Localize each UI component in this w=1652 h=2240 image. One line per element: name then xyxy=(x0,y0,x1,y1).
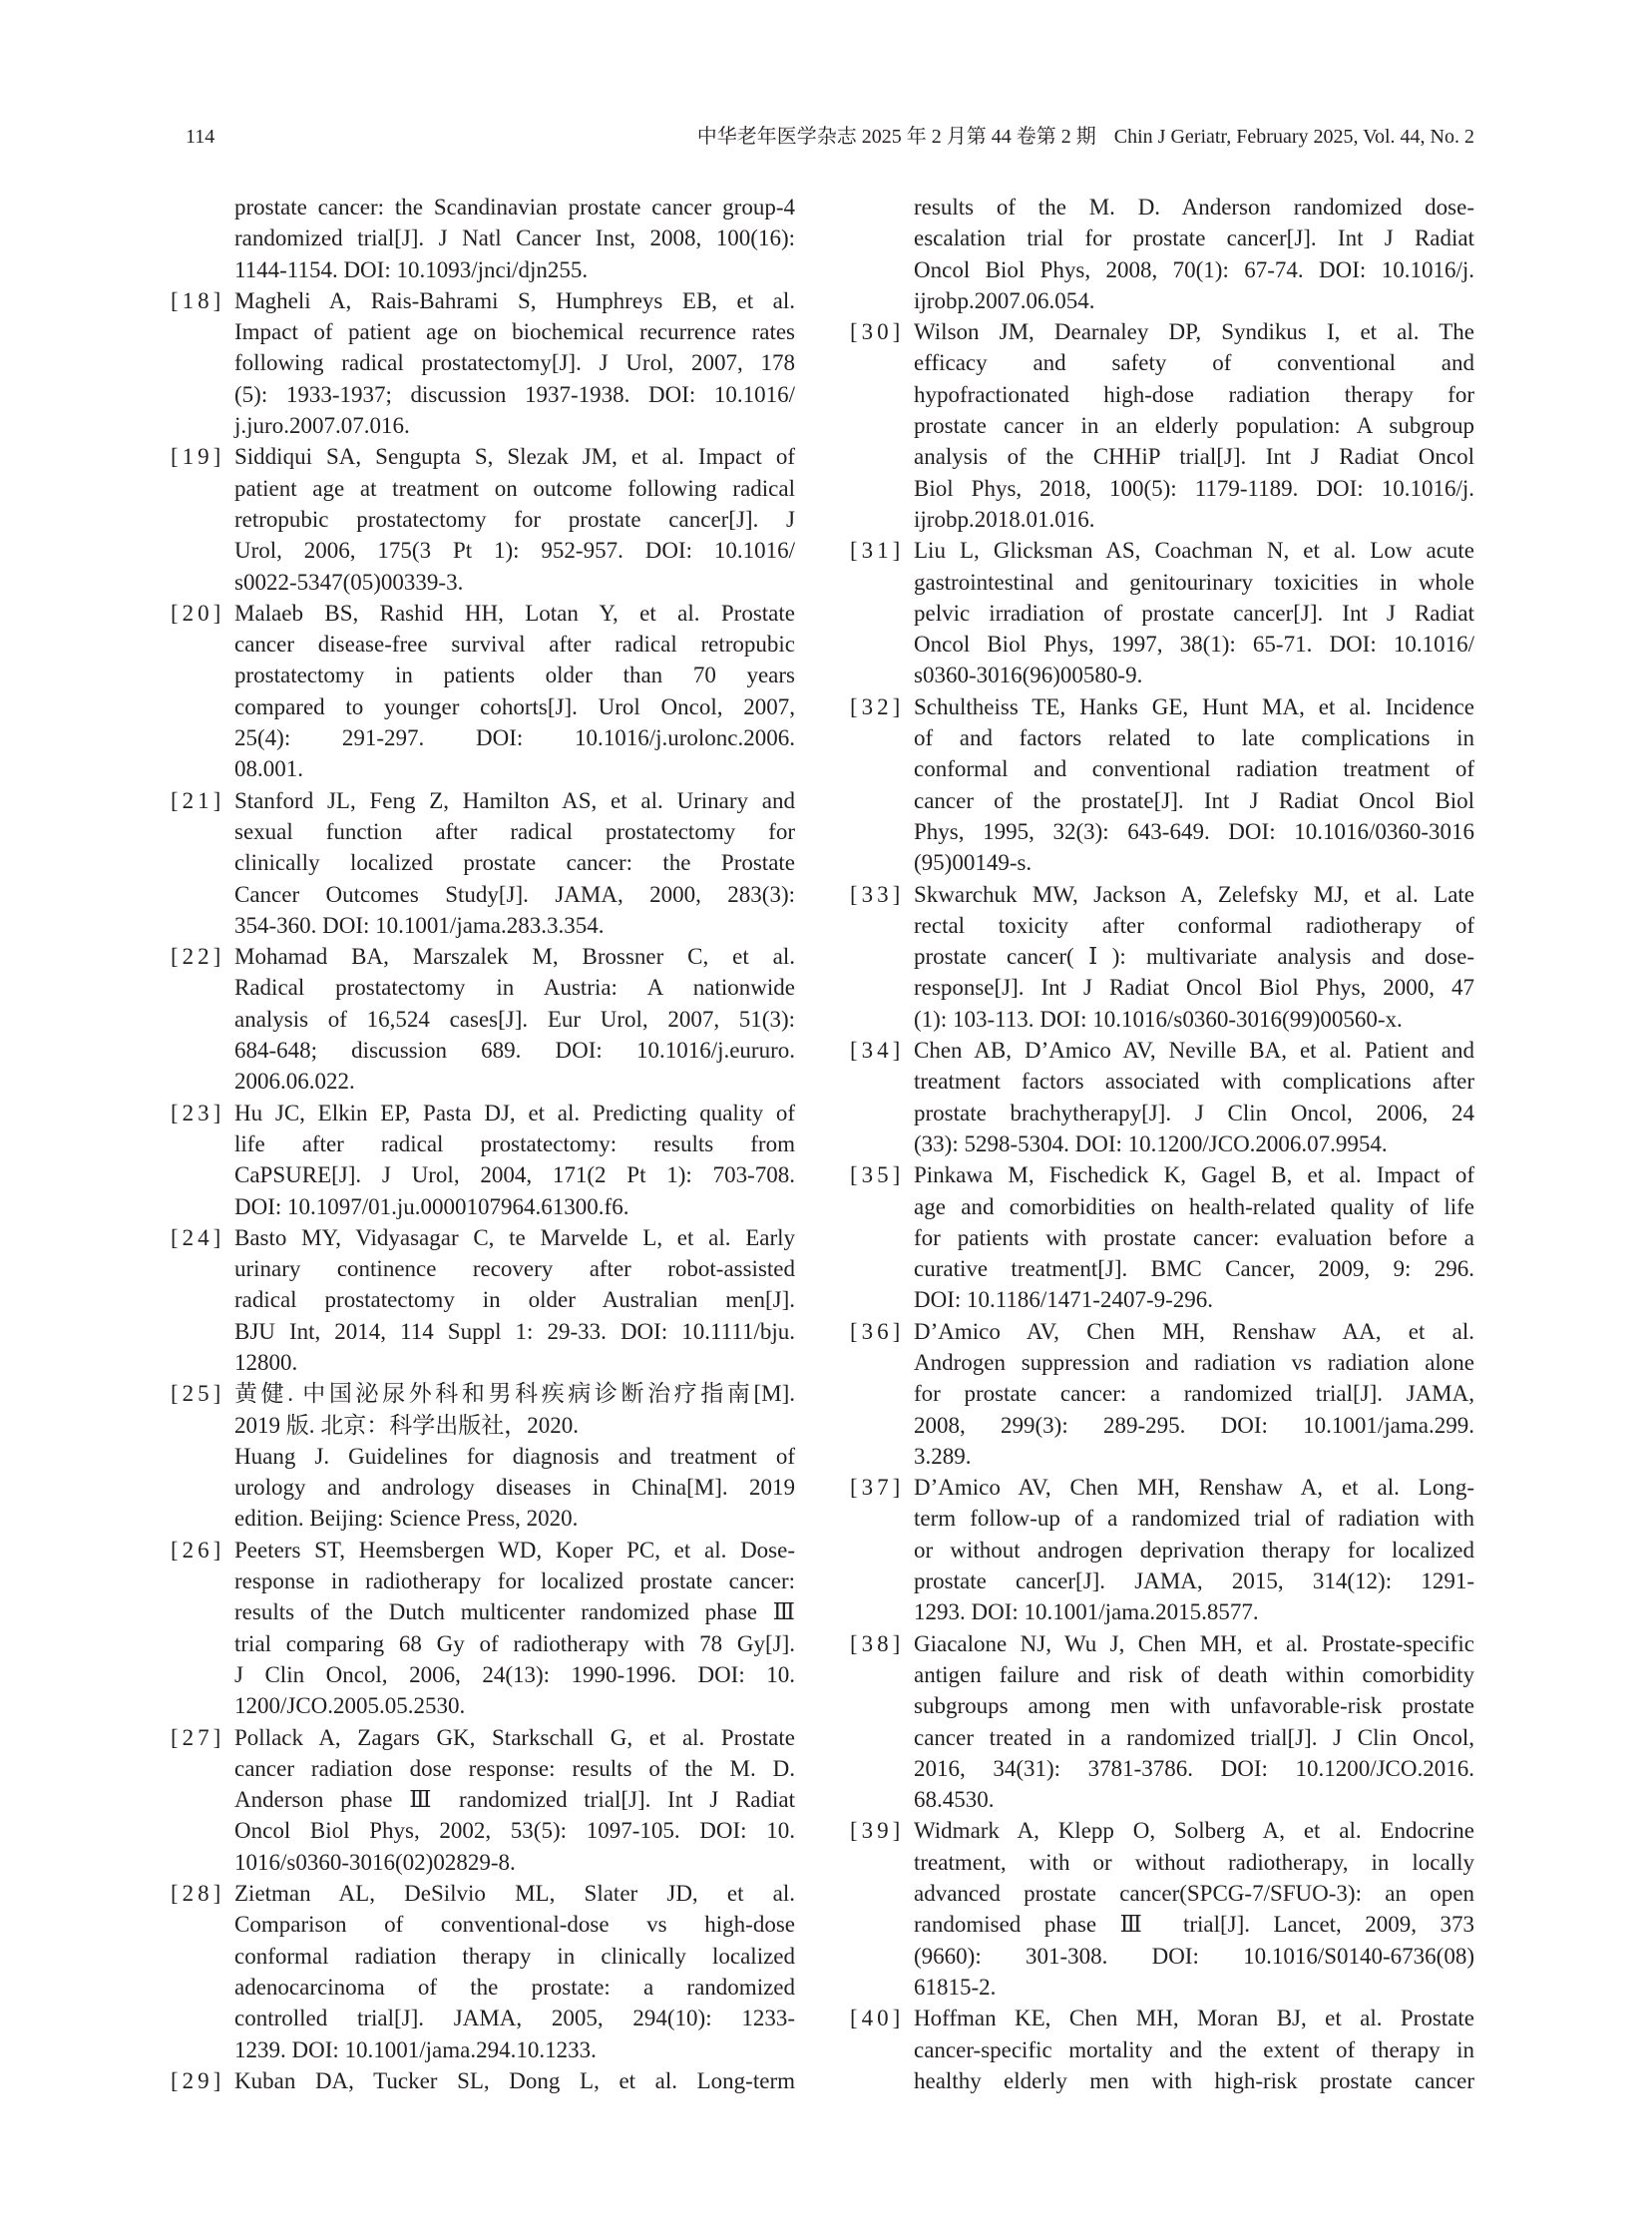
reference-line: 1200/JCO.2005.05.2530. xyxy=(234,1693,466,1719)
reference-21 xyxy=(171,785,795,941)
reference-number: [24] xyxy=(171,1224,225,1250)
reference-30 xyxy=(850,316,1474,535)
reference-37 xyxy=(850,1472,1474,1627)
reference-line: Urol, 2006, 175(3 Pt 1): 952-957. DOI: 10.1016/ xyxy=(234,538,795,564)
reference-33 xyxy=(850,879,1474,1035)
reference-line: DOI: 10.1097/01.ju.0000107964.61300.f6. xyxy=(234,1193,629,1219)
reference-line: urology and andrology diseases in China[M]. 2019 xyxy=(234,1475,795,1501)
reference-number: [18] xyxy=(171,287,225,313)
reference-number: [19] xyxy=(171,444,225,470)
reference-number: [30] xyxy=(850,319,905,345)
reference-line: antigen failure and risk of death within comorbidity xyxy=(914,1661,1474,1687)
reference-line: Stanford JL, Feng Z, Hamilton AS, et al. Urinary and xyxy=(234,787,795,813)
reference-line: Chen AB, D’Amico AV, Neville BA, et al. Patient and xyxy=(914,1038,1474,1064)
reference-line: following radical prostatectomy[J]. J Urol, 2007, 178 xyxy=(234,350,795,376)
reference-line: hypofractionated high-dose radiation therapy for xyxy=(914,381,1474,407)
reference-line: cancer-specific mortality and the extent of therapy in xyxy=(914,2036,1474,2062)
reference-line: prostate cancer[J]. JAMA, 2015, 314(12): 1291- xyxy=(914,1568,1474,1594)
reference-22 xyxy=(171,941,795,1097)
reference-35 xyxy=(850,1159,1474,1315)
reference-line: D’Amico AV, Chen MH, Renshaw A, et al. Long- xyxy=(914,1475,1474,1501)
reference-line: 354-360. DOI: 10.1001/jama.283.3.354. xyxy=(234,912,605,938)
reference-19 xyxy=(171,441,795,597)
reference-line: Schultheiss TE, Hanks GE, Hunt MA, et al. Incidence xyxy=(914,693,1474,719)
reference-line: efficacy and safety of conventional and xyxy=(914,350,1474,376)
reference-line: DOI: 10.1186/1471-2407-9-296. xyxy=(914,1287,1214,1313)
reference-line: randomised phase Ⅲ trial[J]. Lancet, 2009, 373 xyxy=(914,1912,1474,1938)
reference-line: cancer disease-free survival after radical retropubic xyxy=(234,632,795,658)
reference-line: for patients with prostate cancer: evaluation before a xyxy=(914,1224,1474,1250)
reference-line: 12800. xyxy=(234,1349,298,1375)
reference-line: radical prostatectomy in older Australian men[J]. xyxy=(234,1287,795,1313)
reference-line: 684-648; discussion 689. DOI: 10.1016/j.eururo. xyxy=(234,1038,795,1064)
reference-line: s0022-5347(05)00339-3. xyxy=(234,569,464,595)
reference-line: 3.289. xyxy=(914,1443,972,1469)
reference-36 xyxy=(850,1316,1474,1472)
reference-18 xyxy=(171,285,795,441)
reference-line: response in radiotherapy for localized prostate cancer: xyxy=(234,1568,795,1594)
reference-line: prostate cancer in an elderly population: A subgroup xyxy=(914,413,1474,439)
reference-line: Oncol Biol Phys, 1997, 38(1): 65-71. DOI: 10.1016/ xyxy=(914,632,1474,658)
reference-line: 08.001. xyxy=(234,756,303,782)
reference-20 xyxy=(171,598,795,785)
reference-line: 1016/s0360-3016(02)02829-8. xyxy=(234,1849,516,1875)
reference-line: Biol Phys, 2018, 100(5): 1179-1189. DOI: 10.1016/j. xyxy=(914,475,1474,501)
reference-line: 1144-1154. DOI: 10.1093/jnci/djn255. xyxy=(234,256,589,282)
reference-continued xyxy=(914,192,1474,316)
reference-line: Widmark A, Klepp O, Solberg A, et al. Endocrine xyxy=(914,1818,1474,1844)
reference-29 xyxy=(171,2065,795,2096)
reference-line: 2008, 299(3): 289-295. DOI: 10.1001/jama.299. xyxy=(914,1412,1474,1438)
reference-line: conformal and conventional radiation treatment of xyxy=(914,756,1474,782)
reference-line: Malaeb BS, Rashid HH, Lotan Y, et al. Prostate xyxy=(234,600,795,626)
reference-line: sexual function after radical prostatectomy for xyxy=(234,818,795,844)
reference-line: analysis of the CHHiP trial[J]. Int J Radiat Oncol xyxy=(914,444,1474,470)
reference-line: 1239. DOI: 10.1001/jama.294.10.1233. xyxy=(234,2036,597,2062)
reference-line: Phys, 1995, 32(3): 643-649. DOI: 10.1016/0360-3016 xyxy=(914,818,1474,844)
reference-number: [22] xyxy=(171,944,225,970)
reference-line: edition. Beijing: Science Press, 2020. xyxy=(234,1506,579,1532)
reference-number: [26] xyxy=(171,1537,225,1563)
reference-34 xyxy=(850,1035,1474,1159)
reference-line: treatment, with or without radiotherapy, in locally xyxy=(914,1849,1474,1875)
reference-number: [32] xyxy=(850,693,905,719)
reference-line: 68.4530. xyxy=(914,1787,995,1813)
reference-number: [39] xyxy=(850,1818,905,1844)
reference-line: urinary continence recovery after robot-assisted xyxy=(234,1256,795,1282)
reference-line: 2016, 34(31): 3781-3786. DOI: 10.1200/JCO.2016. xyxy=(914,1755,1474,1781)
reference-line: 2019 版. 北京：科学出版社，2020. xyxy=(234,1412,579,1438)
reference-line: 61815-2. xyxy=(914,1974,997,2000)
reference-number: [21] xyxy=(171,787,225,813)
reference-line: prostate brachytherapy[J]. J Clin Oncol, 2006, 24 xyxy=(914,1100,1474,1125)
reference-number: [35] xyxy=(850,1162,905,1188)
reference-line: Zietman AL, DeSilvio ML, Slater JD, et al. xyxy=(234,1881,795,1907)
reference-line: age and comorbidities on health-related quality of life xyxy=(914,1193,1474,1219)
reference-line: Impact of patient age on biochemical recurrence rates xyxy=(234,319,795,345)
reference-23 xyxy=(171,1098,795,1222)
reference-line: 黄健. 中国泌尿外科和男科疾病诊断治疗指南[M]. xyxy=(234,1381,795,1407)
reference-number: [25] xyxy=(171,1381,225,1407)
reference-line: D’Amico AV, Chen MH, Renshaw AA, et al. xyxy=(914,1318,1474,1344)
reference-number: [23] xyxy=(171,1100,225,1125)
reference-line: s0360-3016(96)00580-9. xyxy=(914,663,1143,688)
reference-line: Pinkawa M, Fischedick K, Gagel B, et al. Impact of xyxy=(914,1162,1474,1188)
reference-line: pelvic irradiation of prostate cancer[J]. Int J Radiat xyxy=(914,600,1474,626)
reference-line: cancer treated in a randomized trial[J]. J Clin Oncol, xyxy=(914,1724,1474,1750)
reference-line: Oncol Biol Phys, 2002, 53(5): 1097-105. DOI: 10. xyxy=(234,1818,795,1844)
reference-line: Kuban DA, Tucker SL, Dong L, et al. Long-term xyxy=(234,2067,795,2093)
reference-line: Cancer Outcomes Study[J]. JAMA, 2000, 283(3): xyxy=(234,881,795,907)
reference-line: results of the Dutch multicenter randomized phase Ⅲ xyxy=(234,1599,795,1625)
reference-line: Oncol Biol Phys, 2008, 70(1): 67-74. DOI: 10.1016/j. xyxy=(914,256,1474,282)
reference-line: 25(4): 291-297. DOI: 10.1016/j.urolonc.2006. xyxy=(234,725,795,751)
reference-line: (95)00149-s. xyxy=(914,850,1032,876)
reference-number: [36] xyxy=(850,1318,905,1344)
right-column-references xyxy=(850,192,1474,2096)
reference-line: healthy elderly men with high-risk prostate cancer xyxy=(914,2067,1474,2093)
reference-line: response[J]. Int J Radiat Oncol Biol Phys, 2000, 47 xyxy=(914,975,1474,1001)
reference-line: Liu L, Glicksman AS, Coachman N, et al. Low acute xyxy=(914,538,1474,564)
reference-line: Giacalone NJ, Wu J, Chen MH, et al. Prostate-specific xyxy=(914,1630,1474,1656)
journal-running-head xyxy=(697,124,1474,150)
reference-line: Basto MY, Vidyasagar C, te Marvelde L, et al. Early xyxy=(234,1224,795,1250)
reference-line: ijrobp.2007.06.054. xyxy=(914,287,1095,313)
reference-40 xyxy=(850,2003,1474,2096)
reference-line: Hoffman KE, Chen MH, Moran BJ, et al. Prostate xyxy=(914,2006,1474,2031)
reference-line: Magheli A, Rais-Bahrami S, Humphreys EB, et al. xyxy=(234,287,795,313)
reference-number: [38] xyxy=(850,1630,905,1656)
reference-line: clinically localized prostate cancer: the Prostate xyxy=(234,850,795,876)
reference-24 xyxy=(171,1222,795,1378)
reference-line: Siddiqui SA, Sengupta S, Slezak JM, et al. Impact of xyxy=(234,444,795,470)
reference-line: prostate cancer(Ⅰ): multivariate analysis and dose- xyxy=(914,944,1474,970)
reference-line: Pollack A, Zagars GK, Starkschall G, et al. Prostate xyxy=(234,1724,795,1750)
reference-line: j.juro.2007.07.016. xyxy=(234,413,410,439)
reference-line: escalation trial for prostate cancer[J]. Int J Radiat xyxy=(914,225,1474,251)
reference-line: results of the M. D. Anderson randomized dose- xyxy=(914,195,1474,220)
reference-line: Androgen suppression and radiation vs radiation alone xyxy=(914,1349,1474,1375)
reference-line: CaPSURE[J]. J Urol, 2004, 171(2 Pt 1): 703-708. xyxy=(234,1162,795,1188)
reference-number: [20] xyxy=(171,600,225,626)
reference-32 xyxy=(850,691,1474,879)
reference-28 xyxy=(171,1878,795,2065)
reference-line: subgroups among men with unfavorable-risk prostate xyxy=(914,1693,1474,1719)
reference-continued xyxy=(234,192,795,285)
reference-line: life after radical prostatectomy: results from xyxy=(234,1130,795,1156)
reference-line: Hu JC, Elkin EP, Pasta DJ, et al. Predicting quality of xyxy=(234,1100,795,1125)
reference-line: (5): 1933-1937; discussion 1937-1938. DOI: 10.1016/ xyxy=(234,381,795,407)
reference-39 xyxy=(850,1815,1474,2003)
reference-line: cancer of the prostate[J]. Int J Radiat Oncol Biol xyxy=(914,787,1474,813)
reference-line: (1): 103-113. DOI: 10.1016/s0360-3016(99)00560-x. xyxy=(914,1006,1403,1032)
reference-line: Skwarchuk MW, Jackson A, Zelefsky MJ, et al. Late xyxy=(914,881,1474,907)
reference-line: BJU Int, 2014, 114 Suppl 1: 29-33. DOI: 10.1111/bju. xyxy=(234,1318,795,1344)
reference-line: J Clin Oncol, 2006, 24(13): 1990-1996. DOI: 10. xyxy=(234,1661,795,1687)
reference-line: controlled trial[J]. JAMA, 2005, 294(10): 1233- xyxy=(234,2006,795,2031)
reference-number: [29] xyxy=(171,2067,225,2093)
reference-line: rectal toxicity after conformal radiotherapy of xyxy=(914,912,1474,938)
reference-number: [31] xyxy=(850,538,905,564)
reference-line: randomized trial[J]. J Natl Cancer Inst, 2008, 100(16): xyxy=(234,225,795,251)
reference-line: adenocarcinoma of the prostate: a randomized xyxy=(234,1974,795,2000)
reference-38 xyxy=(850,1628,1474,1816)
reference-27 xyxy=(171,1722,795,1878)
reference-line: compared to younger cohorts[J]. Urol Oncol, 2007, xyxy=(234,693,795,719)
reference-line: cancer radiation dose response: results of the M. D. xyxy=(234,1755,795,1781)
reference-line: treatment factors associated with complications after xyxy=(914,1069,1474,1095)
reference-line: of and factors related to late complications in xyxy=(914,725,1474,751)
reference-26 xyxy=(171,1535,795,1722)
reference-number: [27] xyxy=(171,1724,225,1750)
reference-25 xyxy=(171,1378,795,1534)
journal-title-english: Chin J Geriatr, February 2025, Vol. 44, No. 2 xyxy=(1113,126,1474,148)
reference-line: or without androgen deprivation therapy for localized xyxy=(914,1537,1474,1563)
page-number: 114 xyxy=(186,126,215,148)
reference-line: Peeters ST, Heemsbergen WD, Koper PC, et al. Dose- xyxy=(234,1537,795,1563)
reference-line: Anderson phase Ⅲ randomized trial[J]. Int J Radiat xyxy=(234,1787,795,1813)
reference-line: ijrobp.2018.01.016. xyxy=(914,506,1095,532)
reference-line: conformal radiation therapy in clinically localized xyxy=(234,1943,795,1969)
reference-line: 2006.06.022. xyxy=(234,1069,355,1095)
reference-line: prostatectomy in patients older than 70 years xyxy=(234,663,795,688)
reference-number: [33] xyxy=(850,881,905,907)
reference-line: curative treatment[J]. BMC Cancer, 2009, 9: 296. xyxy=(914,1256,1474,1282)
reference-line: Comparison of conventional-dose vs high-dose xyxy=(234,1912,795,1938)
reference-line: retropubic prostatectomy for prostate cancer[J]. J xyxy=(234,506,795,532)
reference-number: [40] xyxy=(850,2006,905,2031)
reference-line: analysis of 16,524 cases[J]. Eur Urol, 2007, 51(3): xyxy=(234,1006,795,1032)
reference-line: advanced prostate cancer(SPCG-7/SFUO-3): an open xyxy=(914,1881,1474,1907)
reference-line: gastrointestinal and genitourinary toxicities in whole xyxy=(914,569,1474,595)
reference-line: term follow-up of a randomized trial of radiation with xyxy=(914,1506,1474,1532)
reference-line: trial comparing 68 Gy of radiotherapy with 78 Gy[J]. xyxy=(234,1630,795,1656)
reference-line: Wilson JM, Dearnaley DP, Syndikus I, et al. The xyxy=(914,319,1474,345)
journal-title-chinese: 中华老年医学杂志 2025 年 2 月第 44 卷第 2 期 xyxy=(696,126,1096,148)
reference-line: patient age at treatment on outcome following radical xyxy=(234,475,795,501)
reference-line: for prostate cancer: a randomized trial[J]. JAMA, xyxy=(914,1381,1474,1407)
reference-line: prostate cancer: the Scandinavian prostate cancer group-4 xyxy=(234,195,795,220)
reference-line: 1293. DOI: 10.1001/jama.2015.8577. xyxy=(914,1599,1259,1625)
reference-line: Radical prostatectomy in Austria: A nationwide xyxy=(234,975,795,1001)
left-column-references xyxy=(171,192,795,2096)
reference-number: [28] xyxy=(171,1881,225,1907)
reference-number: [34] xyxy=(850,1038,905,1064)
reference-line: Huang J. Guidelines for diagnosis and treatment of xyxy=(234,1443,795,1469)
reference-31 xyxy=(850,535,1474,690)
reference-line: (33): 5298-5304. DOI: 10.1200/JCO.2006.07.9954. xyxy=(914,1130,1388,1156)
reference-number: [37] xyxy=(850,1475,905,1501)
reference-line: (9660): 301-308. DOI: 10.1016/S0140-6736(08) xyxy=(914,1943,1474,1969)
reference-line: Mohamad BA, Marszalek M, Brossner C, et al. xyxy=(234,944,795,970)
